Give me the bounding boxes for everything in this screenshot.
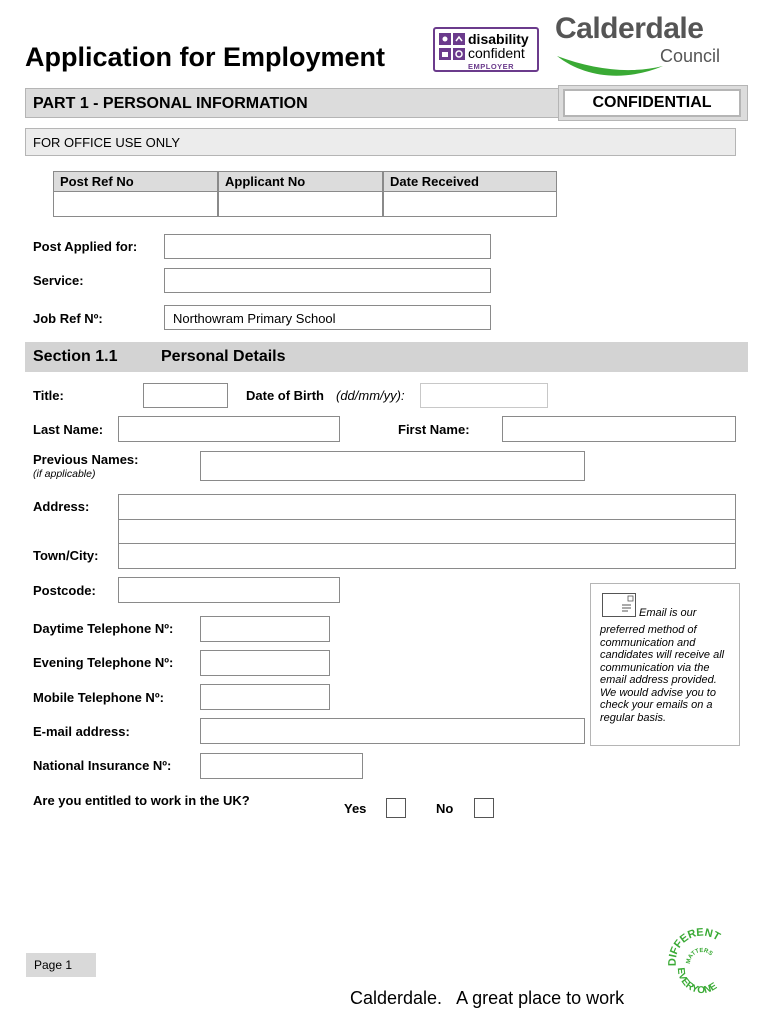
disability-confident-icon <box>439 33 465 61</box>
dob-hint: (dd/mm/yy): <box>336 388 405 403</box>
town-field[interactable] <box>118 543 736 569</box>
disability-word: disability <box>468 31 529 47</box>
yes-checkbox[interactable] <box>386 798 406 818</box>
mobile-phone-field[interactable] <box>200 684 330 710</box>
first-name-label: First Name: <box>398 422 470 437</box>
address-line2-field[interactable] <box>118 519 736 544</box>
date-received-cell[interactable] <box>383 191 557 217</box>
svg-text:DIFFERENT <box>667 928 723 966</box>
badge-bottom-text: EVERYONE <box>674 967 720 997</box>
confidential-label: CONFIDENTIAL <box>592 94 712 111</box>
yes-label: Yes <box>344 801 367 816</box>
town-label: Town/City: <box>33 548 99 563</box>
evening-phone-field[interactable] <box>200 650 330 676</box>
section-title: Personal Details <box>161 348 286 365</box>
page-number: Page 1 <box>26 953 96 977</box>
badge-top-text: DIFFERENT <box>666 928 723 967</box>
previous-names-hint: (if applicable) <box>33 468 96 480</box>
jobref-label: Job Ref Nº: <box>33 311 103 326</box>
dob-label: Date of Birth <box>246 388 324 403</box>
address-label: Address: <box>33 499 90 514</box>
envelope-icon <box>602 593 636 617</box>
svg-text:EVERYONE <box>675 967 720 996</box>
footer-tagline: Calderdale. A great place to work <box>350 988 625 1008</box>
postcode-field[interactable] <box>118 577 340 603</box>
dob-field[interactable] <box>420 383 548 408</box>
jobref-field[interactable]: Northowram Primary School <box>164 305 491 330</box>
email-note-first-line: Email is our <box>639 607 697 619</box>
section-number: Section 1.1 <box>33 348 118 365</box>
svg-text:MATTERS <box>686 948 714 964</box>
post-applied-field[interactable] <box>164 234 491 259</box>
green-swoosh-icon <box>555 48 665 82</box>
entitled-label: Are you entitled to work in the UK? <box>33 793 250 808</box>
page-title: Application for Employment <box>25 42 386 72</box>
council-logo-word: Council <box>660 46 721 66</box>
title-field[interactable] <box>143 383 228 408</box>
applicant-no-header: Applicant No <box>218 171 383 192</box>
post-ref-header: Post Ref No <box>53 171 218 192</box>
post-applied-label: Post Applied for: <box>33 239 138 254</box>
previous-names-label: Previous Names: <box>33 452 139 467</box>
post-ref-cell[interactable] <box>53 191 218 217</box>
title-label: Title: <box>33 388 64 403</box>
email-field[interactable] <box>200 718 585 744</box>
employer-word: EMPLOYER <box>468 62 515 71</box>
no-label: No <box>436 801 454 816</box>
service-field[interactable] <box>164 268 491 293</box>
daytime-phone-label: Daytime Telephone Nº: <box>33 621 174 636</box>
confident-word: confident <box>468 45 525 61</box>
no-checkbox[interactable] <box>474 798 494 818</box>
ni-label: National Insurance Nº: <box>33 758 172 773</box>
section-bar <box>25 342 748 372</box>
postcode-label: Postcode: <box>33 583 96 598</box>
first-name-field[interactable] <box>502 416 736 442</box>
disability-confident-logo <box>433 27 539 72</box>
part1-title: PART 1 - PERSONAL INFORMATION <box>33 95 308 112</box>
mobile-phone-label: Mobile Telephone Nº: <box>33 690 164 705</box>
service-label: Service: <box>33 273 84 288</box>
previous-names-field[interactable] <box>200 451 585 481</box>
evening-phone-label: Evening Telephone Nº: <box>33 655 174 670</box>
email-note-text: preferred method of communication and candidates will receive all communication via the email address provided. We would advise you to check your emails on a regular basis. <box>600 624 725 724</box>
daytime-phone-field[interactable] <box>200 616 330 642</box>
confidential-box <box>563 89 741 117</box>
calderdale-council-logo <box>555 12 735 82</box>
ni-field[interactable] <box>200 753 363 779</box>
badge-mid-text: MATTERS <box>685 947 714 965</box>
email-label: E-mail address: <box>33 724 130 739</box>
last-name-label: Last Name: <box>33 422 104 437</box>
applicant-no-cell[interactable] <box>218 191 383 217</box>
address-line1-field[interactable] <box>118 494 736 520</box>
everyone-different-badge <box>666 928 738 1000</box>
date-received-header: Date Received <box>383 171 557 192</box>
last-name-field[interactable] <box>118 416 340 442</box>
email-note-box <box>590 583 740 746</box>
calderdale-logo-name: Calderdale <box>555 12 704 45</box>
office-use-title: FOR OFFICE USE ONLY <box>33 135 181 150</box>
